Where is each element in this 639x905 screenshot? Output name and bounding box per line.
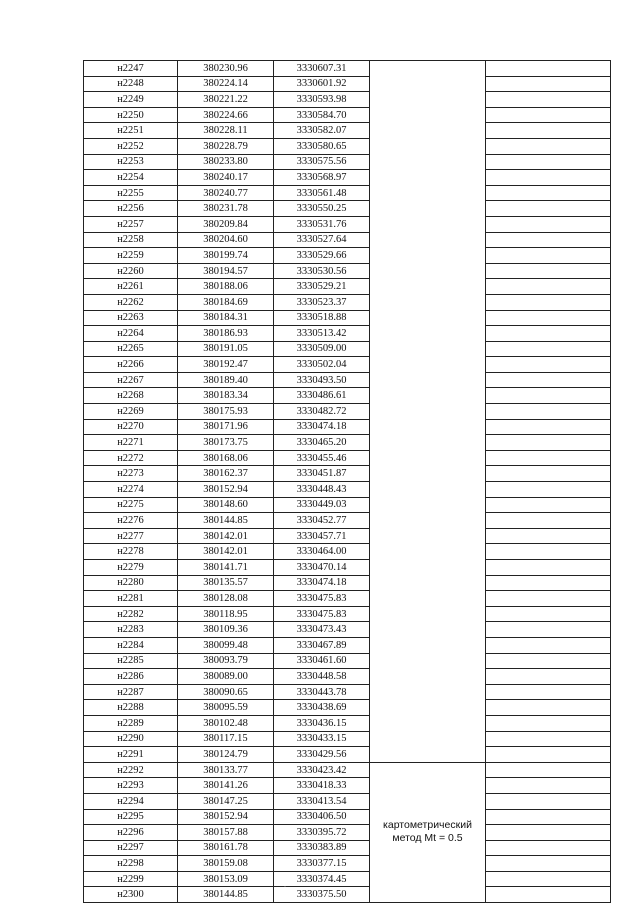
y-coordinate-cell: 3330418.33	[274, 778, 370, 794]
point-id-cell: н2249	[84, 92, 178, 108]
x-coordinate-cell: 380142.01	[178, 528, 274, 544]
table-row	[84, 435, 611, 451]
table-row	[84, 856, 611, 872]
point-id-cell: н2262	[84, 294, 178, 310]
table-row	[84, 871, 611, 887]
description-cell	[486, 76, 611, 92]
point-id-cell: н2285	[84, 653, 178, 669]
description-cell	[486, 263, 611, 279]
x-coordinate-cell: 380095.59	[178, 700, 274, 716]
y-coordinate-cell: 3330530.56	[274, 263, 370, 279]
table-row	[84, 123, 611, 139]
x-coordinate-cell: 380152.94	[178, 809, 274, 825]
table-row	[84, 466, 611, 482]
point-id-cell: н2281	[84, 591, 178, 607]
point-id-cell: н2267	[84, 372, 178, 388]
point-id-cell: н2263	[84, 310, 178, 326]
x-coordinate-cell: 380228.79	[178, 138, 274, 154]
description-cell	[486, 404, 611, 420]
description-cell	[486, 871, 611, 887]
description-cell	[486, 591, 611, 607]
x-coordinate-cell: 380231.78	[178, 201, 274, 217]
description-cell	[486, 622, 611, 638]
table-row	[84, 170, 611, 186]
table-row	[84, 544, 611, 560]
x-coordinate-cell: 380153.09	[178, 871, 274, 887]
point-id-cell: н2300	[84, 887, 178, 903]
x-coordinate-cell: 380117.15	[178, 731, 274, 747]
table-row	[84, 591, 611, 607]
y-coordinate-cell: 3330443.78	[274, 684, 370, 700]
y-coordinate-cell: 3330493.50	[274, 372, 370, 388]
description-cell	[486, 825, 611, 841]
point-id-cell: н2272	[84, 450, 178, 466]
point-id-cell: н2294	[84, 793, 178, 809]
x-coordinate-cell: 380148.60	[178, 497, 274, 513]
point-id-cell: н2274	[84, 482, 178, 498]
description-cell	[486, 294, 611, 310]
x-coordinate-cell: 380228.11	[178, 123, 274, 139]
y-coordinate-cell: 3330474.18	[274, 575, 370, 591]
table-row	[84, 92, 611, 108]
y-coordinate-cell: 3330474.18	[274, 419, 370, 435]
table-row	[84, 747, 611, 763]
point-id-cell: н2254	[84, 170, 178, 186]
y-coordinate-cell: 3330383.89	[274, 840, 370, 856]
table-row	[84, 341, 611, 357]
y-coordinate-cell: 3330377.15	[274, 856, 370, 872]
table-row	[84, 216, 611, 232]
y-coordinate-cell: 3330568.97	[274, 170, 370, 186]
point-id-cell: н2284	[84, 637, 178, 653]
y-coordinate-cell: 3330529.66	[274, 248, 370, 264]
x-coordinate-cell: 380184.31	[178, 310, 274, 326]
y-coordinate-cell: 3330502.04	[274, 357, 370, 373]
table-row	[84, 76, 611, 92]
point-id-cell: н2292	[84, 762, 178, 778]
table-row	[84, 887, 611, 903]
description-cell	[486, 419, 611, 435]
y-coordinate-cell: 3330438.69	[274, 700, 370, 716]
point-id-cell: н2297	[84, 840, 178, 856]
y-coordinate-cell: 3330465.20	[274, 435, 370, 451]
point-id-cell: н2273	[84, 466, 178, 482]
point-id-cell: н2260	[84, 263, 178, 279]
point-id-cell: н2266	[84, 357, 178, 373]
description-cell	[486, 232, 611, 248]
y-coordinate-cell: 3330423.42	[274, 762, 370, 778]
x-coordinate-cell: 380168.06	[178, 450, 274, 466]
description-cell	[486, 793, 611, 809]
y-coordinate-cell: 3330470.14	[274, 560, 370, 576]
y-coordinate-cell: 3330406.50	[274, 809, 370, 825]
point-id-cell: н2271	[84, 435, 178, 451]
table-row	[84, 404, 611, 420]
point-id-cell: н2247	[84, 61, 178, 77]
x-coordinate-cell: 380188.06	[178, 279, 274, 295]
x-coordinate-cell: 380184.69	[178, 294, 274, 310]
y-coordinate-cell: 3330509.00	[274, 341, 370, 357]
y-coordinate-cell: 3330395.72	[274, 825, 370, 841]
table-row	[84, 248, 611, 264]
description-cell	[486, 731, 611, 747]
point-id-cell: н2259	[84, 248, 178, 264]
table-row	[84, 575, 611, 591]
y-coordinate-cell: 3330449.03	[274, 497, 370, 513]
x-coordinate-cell: 380089.00	[178, 669, 274, 685]
x-coordinate-cell: 380093.79	[178, 653, 274, 669]
point-id-cell: н2286	[84, 669, 178, 685]
table-row	[84, 61, 611, 77]
y-coordinate-cell: 3330482.72	[274, 404, 370, 420]
table-row	[84, 482, 611, 498]
x-coordinate-cell: 380124.79	[178, 747, 274, 763]
point-id-cell: н2288	[84, 700, 178, 716]
table-row	[84, 684, 611, 700]
y-coordinate-cell: 3330436.15	[274, 715, 370, 731]
x-coordinate-cell: 380186.93	[178, 326, 274, 342]
y-coordinate-cell: 3330467.89	[274, 637, 370, 653]
x-coordinate-cell: 380173.75	[178, 435, 274, 451]
method-text: метод Mt = 0.5	[392, 832, 463, 845]
x-coordinate-cell: 380102.48	[178, 715, 274, 731]
table-row	[84, 513, 611, 529]
table-row	[84, 840, 611, 856]
point-id-cell: н2251	[84, 123, 178, 139]
description-cell	[486, 123, 611, 139]
description-cell	[486, 92, 611, 108]
y-coordinate-cell: 3330375.50	[274, 887, 370, 903]
point-id-cell: н2276	[84, 513, 178, 529]
table-row	[84, 778, 611, 794]
description-cell	[486, 326, 611, 342]
x-coordinate-cell: 380233.80	[178, 154, 274, 170]
coordinates-table	[83, 60, 611, 903]
point-id-cell: н2293	[84, 778, 178, 794]
point-id-cell: н2277	[84, 528, 178, 544]
table-row	[84, 138, 611, 154]
table-row	[84, 310, 611, 326]
table-row	[84, 606, 611, 622]
x-coordinate-cell: 380221.22	[178, 92, 274, 108]
table-row	[84, 653, 611, 669]
y-coordinate-cell: 3330527.64	[274, 232, 370, 248]
description-cell	[486, 700, 611, 716]
y-coordinate-cell: 3330448.43	[274, 482, 370, 498]
description-cell	[486, 637, 611, 653]
x-coordinate-cell: 380161.78	[178, 840, 274, 856]
description-cell	[486, 653, 611, 669]
point-id-cell: н2282	[84, 606, 178, 622]
y-coordinate-cell: 3330473.43	[274, 622, 370, 638]
x-coordinate-cell: 380147.25	[178, 793, 274, 809]
y-coordinate-cell: 3330433.15	[274, 731, 370, 747]
point-id-cell: н2250	[84, 107, 178, 123]
table-row	[84, 669, 611, 685]
table-row	[84, 637, 611, 653]
point-id-cell: н2280	[84, 575, 178, 591]
x-coordinate-cell: 380230.96	[178, 61, 274, 77]
y-coordinate-cell: 3330452.77	[274, 513, 370, 529]
x-coordinate-cell: 380209.84	[178, 216, 274, 232]
description-cell	[486, 544, 611, 560]
table-row	[84, 419, 611, 435]
y-coordinate-cell: 3330561.48	[274, 185, 370, 201]
x-coordinate-cell: 380090.65	[178, 684, 274, 700]
point-id-cell: н2295	[84, 809, 178, 825]
point-id-cell: н2252	[84, 138, 178, 154]
x-coordinate-cell: 380157.88	[178, 825, 274, 841]
point-id-cell: н2279	[84, 560, 178, 576]
x-coordinate-cell: 380144.85	[178, 513, 274, 529]
y-coordinate-cell: 3330584.70	[274, 107, 370, 123]
x-coordinate-cell: 380199.74	[178, 248, 274, 264]
method-cell	[370, 61, 486, 763]
x-coordinate-cell: 380099.48	[178, 637, 274, 653]
table-row	[84, 762, 611, 778]
point-id-cell: н2253	[84, 154, 178, 170]
point-id-cell: н2257	[84, 216, 178, 232]
description-cell	[486, 560, 611, 576]
point-id-cell: н2283	[84, 622, 178, 638]
y-coordinate-cell: 3330531.76	[274, 216, 370, 232]
y-coordinate-cell: 3330475.83	[274, 591, 370, 607]
description-cell	[486, 887, 611, 903]
table-row	[84, 715, 611, 731]
point-id-cell: н2255	[84, 185, 178, 201]
y-coordinate-cell: 3330455.46	[274, 450, 370, 466]
description-cell	[486, 747, 611, 763]
point-id-cell: н2248	[84, 76, 178, 92]
description-cell	[486, 310, 611, 326]
table-row	[84, 201, 611, 217]
point-id-cell: н2298	[84, 856, 178, 872]
table-row	[84, 622, 611, 638]
x-coordinate-cell: 380142.01	[178, 544, 274, 560]
x-coordinate-cell: 380192.47	[178, 357, 274, 373]
description-cell	[486, 341, 611, 357]
description-cell	[486, 684, 611, 700]
y-coordinate-cell: 3330448.58	[274, 669, 370, 685]
point-id-cell: н2268	[84, 388, 178, 404]
x-coordinate-cell: 380128.08	[178, 591, 274, 607]
y-coordinate-cell: 3330457.71	[274, 528, 370, 544]
description-cell	[486, 606, 611, 622]
y-coordinate-cell: 3330486.61	[274, 388, 370, 404]
x-coordinate-cell: 380135.57	[178, 575, 274, 591]
y-coordinate-cell: 3330518.88	[274, 310, 370, 326]
description-cell	[486, 528, 611, 544]
x-coordinate-cell: 380175.93	[178, 404, 274, 420]
description-cell	[486, 482, 611, 498]
table-row	[84, 294, 611, 310]
table-row	[84, 528, 611, 544]
x-coordinate-cell: 380133.77	[178, 762, 274, 778]
table-row	[84, 372, 611, 388]
description-cell	[486, 809, 611, 825]
description-cell	[486, 170, 611, 186]
point-id-cell: н2299	[84, 871, 178, 887]
y-coordinate-cell: 3330582.07	[274, 123, 370, 139]
x-coordinate-cell: 380224.66	[178, 107, 274, 123]
y-coordinate-cell: 3330413.54	[274, 793, 370, 809]
x-coordinate-cell: 380224.14	[178, 76, 274, 92]
x-coordinate-cell: 380240.77	[178, 185, 274, 201]
x-coordinate-cell: 380109.36	[178, 622, 274, 638]
description-cell	[486, 248, 611, 264]
table-row	[84, 388, 611, 404]
point-id-cell: н2291	[84, 747, 178, 763]
table-row	[84, 357, 611, 373]
x-coordinate-cell: 380144.85	[178, 887, 274, 903]
description-cell	[486, 497, 611, 513]
description-cell	[486, 778, 611, 794]
y-coordinate-cell: 3330580.65	[274, 138, 370, 154]
y-coordinate-cell: 3330461.60	[274, 653, 370, 669]
method-text: картометрический	[383, 819, 472, 832]
point-id-cell: н2289	[84, 715, 178, 731]
table-row	[84, 185, 611, 201]
y-coordinate-cell: 3330607.31	[274, 61, 370, 77]
point-id-cell: н2256	[84, 201, 178, 217]
description-cell	[486, 216, 611, 232]
description-cell	[486, 61, 611, 77]
description-cell	[486, 575, 611, 591]
point-id-cell: н2269	[84, 404, 178, 420]
point-id-cell: н2296	[84, 825, 178, 841]
x-coordinate-cell: 380162.37	[178, 466, 274, 482]
description-cell	[486, 154, 611, 170]
description-cell	[486, 450, 611, 466]
y-coordinate-cell: 3330513.42	[274, 326, 370, 342]
table-row	[84, 107, 611, 123]
description-cell	[486, 715, 611, 731]
description-cell	[486, 201, 611, 217]
point-id-cell: н2278	[84, 544, 178, 560]
y-coordinate-cell: 3330601.92	[274, 76, 370, 92]
table-row	[84, 809, 611, 825]
x-coordinate-cell: 380118.95	[178, 606, 274, 622]
table-row	[84, 232, 611, 248]
page-mark: .	[284, 880, 286, 889]
y-coordinate-cell: 3330429.56	[274, 747, 370, 763]
point-id-cell: н2258	[84, 232, 178, 248]
x-coordinate-cell: 380189.40	[178, 372, 274, 388]
table-row	[84, 326, 611, 342]
x-coordinate-cell: 380171.96	[178, 419, 274, 435]
description-cell	[486, 840, 611, 856]
y-coordinate-cell: 3330464.00	[274, 544, 370, 560]
description-cell	[486, 762, 611, 778]
table-row	[84, 263, 611, 279]
description-cell	[486, 372, 611, 388]
y-coordinate-cell: 3330374.45	[274, 871, 370, 887]
table-row	[84, 560, 611, 576]
point-id-cell: н2265	[84, 341, 178, 357]
x-coordinate-cell: 380183.34	[178, 388, 274, 404]
x-coordinate-cell: 380152.94	[178, 482, 274, 498]
x-coordinate-cell: 380159.08	[178, 856, 274, 872]
description-cell	[486, 357, 611, 373]
description-cell	[486, 466, 611, 482]
table-row	[84, 450, 611, 466]
table-row	[84, 825, 611, 841]
description-cell	[486, 435, 611, 451]
coordinates-table-body	[84, 61, 611, 903]
x-coordinate-cell: 380141.26	[178, 778, 274, 794]
y-coordinate-cell: 3330550.25	[274, 201, 370, 217]
x-coordinate-cell: 380191.05	[178, 341, 274, 357]
description-cell	[486, 138, 611, 154]
x-coordinate-cell: 380240.17	[178, 170, 274, 186]
description-cell	[486, 513, 611, 529]
description-cell	[486, 107, 611, 123]
point-id-cell: н2287	[84, 684, 178, 700]
y-coordinate-cell: 3330529.21	[274, 279, 370, 295]
description-cell	[486, 388, 611, 404]
y-coordinate-cell: 3330593.98	[274, 92, 370, 108]
x-coordinate-cell: 380141.71	[178, 560, 274, 576]
x-coordinate-cell: 380204.60	[178, 232, 274, 248]
point-id-cell: н2270	[84, 419, 178, 435]
description-cell	[486, 279, 611, 295]
table-row	[84, 497, 611, 513]
table-row	[84, 700, 611, 716]
y-coordinate-cell: 3330451.87	[274, 466, 370, 482]
table-row	[84, 279, 611, 295]
description-cell	[486, 856, 611, 872]
point-id-cell: н2264	[84, 326, 178, 342]
description-cell	[486, 669, 611, 685]
y-coordinate-cell: 3330475.83	[274, 606, 370, 622]
point-id-cell: н2261	[84, 279, 178, 295]
point-id-cell: н2290	[84, 731, 178, 747]
method-cell	[370, 762, 486, 902]
table-row	[84, 731, 611, 747]
description-cell	[486, 185, 611, 201]
y-coordinate-cell: 3330523.37	[274, 294, 370, 310]
y-coordinate-cell: 3330575.56	[274, 154, 370, 170]
table-row	[84, 154, 611, 170]
x-coordinate-cell: 380194.57	[178, 263, 274, 279]
point-id-cell: н2275	[84, 497, 178, 513]
table-row	[84, 793, 611, 809]
